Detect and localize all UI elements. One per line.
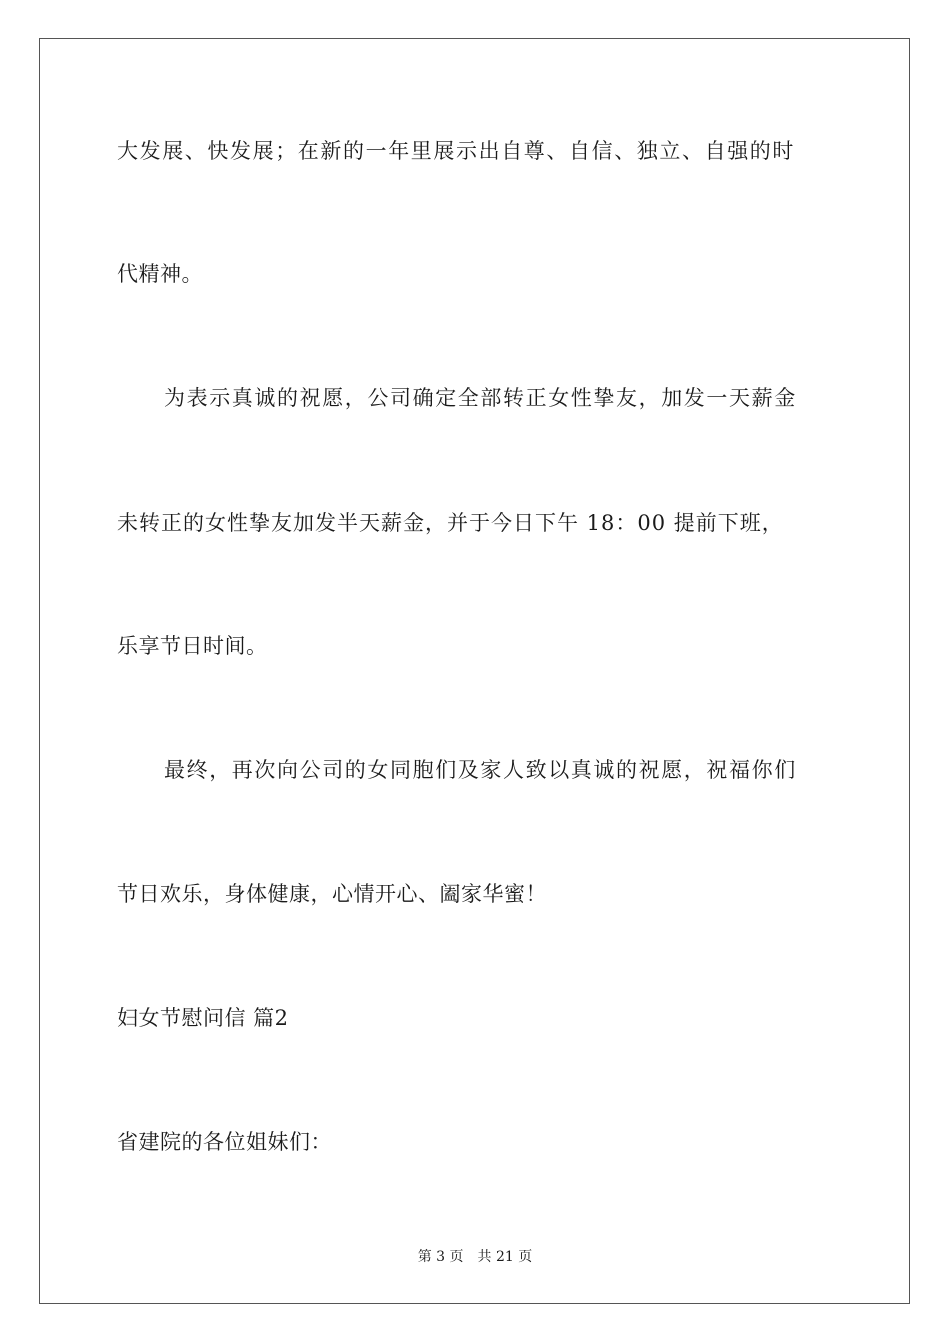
salutation: 省建院的各位姐妹们： [117, 1130, 332, 1154]
page-footer [0, 1247, 950, 1267]
text-line-4: 未转正的女性挚友加发半天薪金，并于今日下午 18：00 提前下班， [117, 511, 784, 535]
page-frame [39, 38, 910, 1304]
text-line-1: 大发展、快发展；在新的一年里展示出自尊、自信、独立、自强的时 [117, 139, 795, 163]
page-number-total: 共 21 页 [477, 1249, 533, 1265]
text-line-7: 节日欢乐，身体健康，心情开心、阖家华蜜！ [117, 882, 547, 906]
text-line-3: 为表示真诚的祝愿，公司确定全部转正女性挚友，加发一天薪金 [164, 386, 797, 410]
text-line-2: 代精神。 [117, 262, 203, 286]
page-number-current: 第 3 页 [417, 1249, 464, 1265]
section-heading: 妇女节慰问信 篇2 [117, 1006, 289, 1030]
text-line-5: 乐享节日时间。 [117, 634, 268, 658]
text-line-6: 最终，再次向公司的女同胞们及家人致以真诚的祝愿，祝福你们 [164, 758, 797, 782]
